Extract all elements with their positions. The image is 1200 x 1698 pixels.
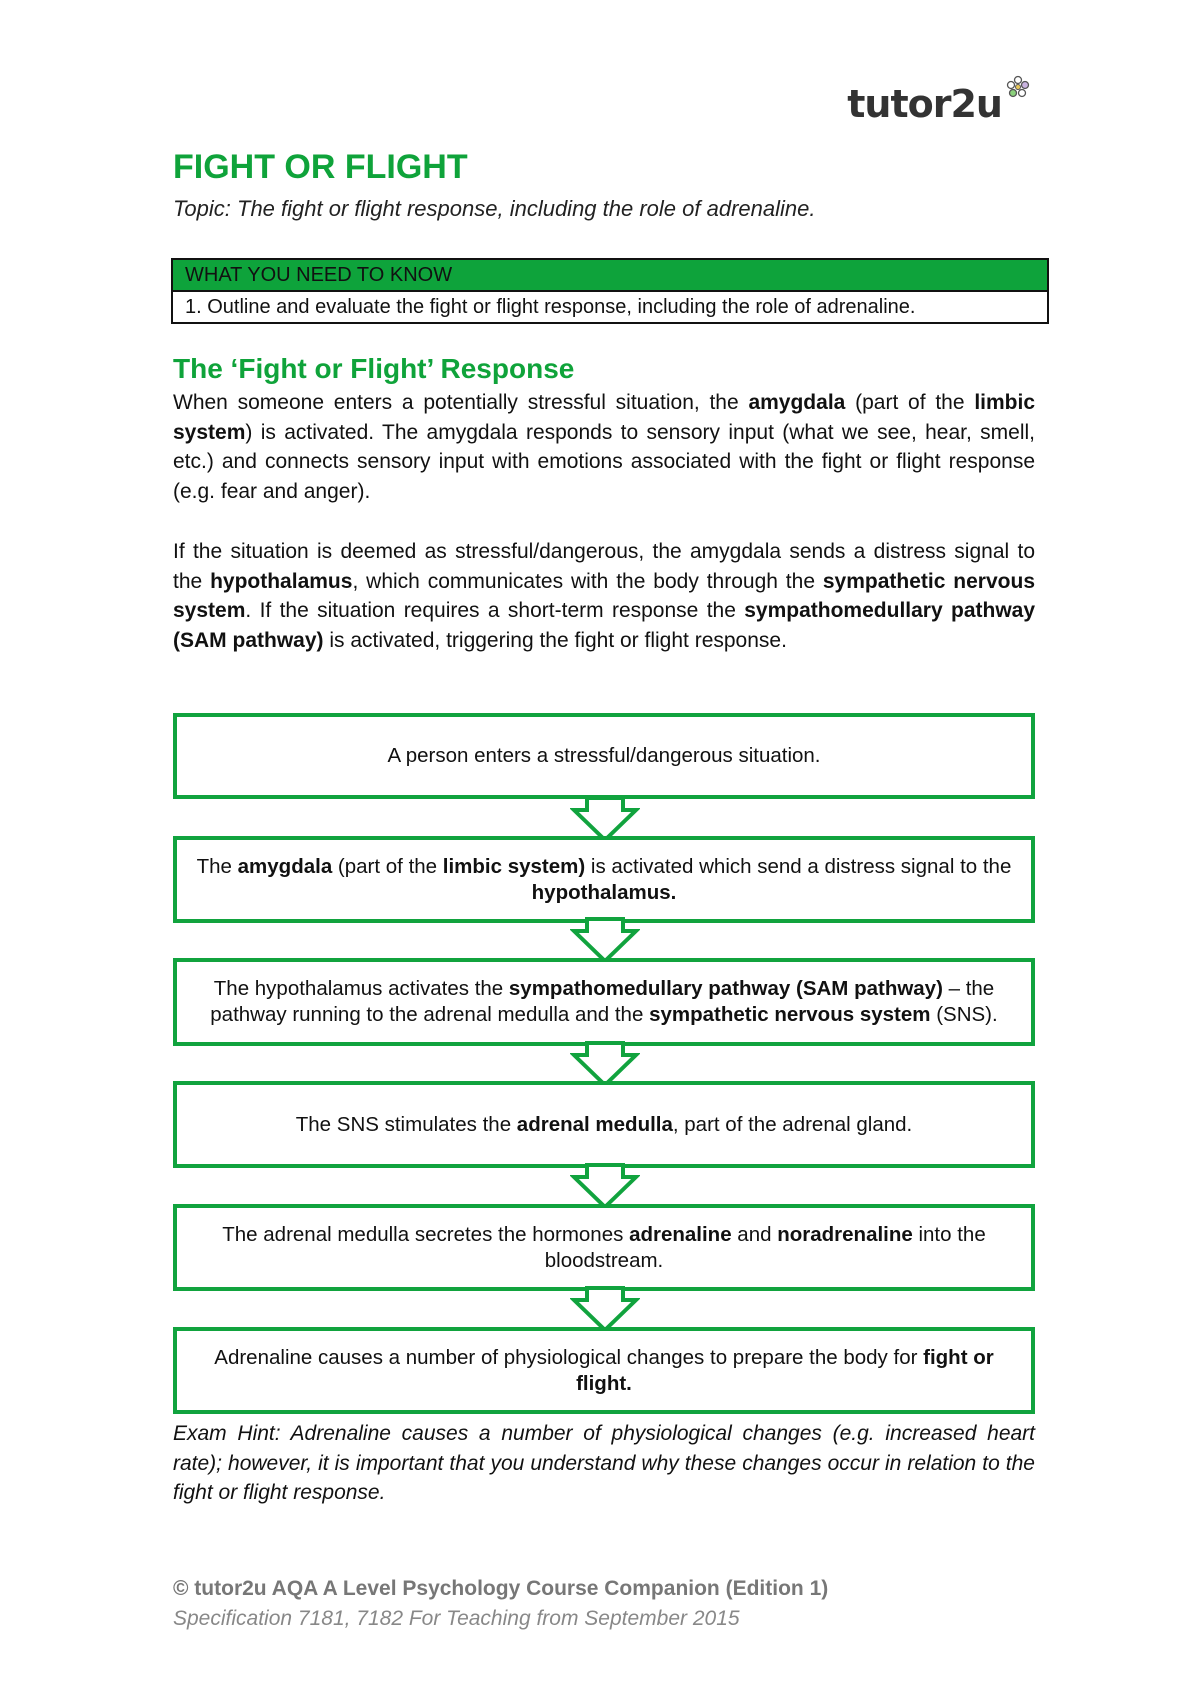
bold-term: sympathomedullary pathway (SAM pathway) [508, 977, 943, 1000]
bold-term: hypothalamus. [531, 880, 677, 904]
flow-step-3 [173, 958, 1035, 1046]
paragraph-amygdala [173, 388, 1035, 506]
text-run: – the pathway running to the adrenal medulla and the [210, 977, 995, 1026]
bold-term: sympathetic nervous system [649, 1003, 931, 1026]
text-run: is activated, triggering the fight or flight response. [323, 628, 787, 652]
bold-term: sympathomedullary pathway (SAM pathway) [173, 599, 1036, 652]
need-to-know-item: 1. Outline and evaluate the fight or flight response, including the role of adrenaline. [185, 296, 916, 318]
text-run: The adrenal medulla secretes the hormones [222, 1222, 630, 1246]
bold-term: adrenaline [629, 1222, 732, 1246]
flow-step-2 [173, 836, 1035, 923]
text-run: , part of the adrenal gland. [672, 1112, 913, 1136]
bold-term: fight or flight. [576, 1345, 994, 1395]
flower-icon [1004, 74, 1032, 102]
page-title: FIGHT OR FLIGHT [173, 148, 468, 186]
topic-line: Topic: The fight or flight response, including the role of adrenaline. [173, 196, 816, 221]
footer-specification: Specification 7181, 7182 For Teaching from September 2015 [173, 1607, 740, 1630]
down-arrow-icon [570, 917, 640, 963]
flow-step-1 [173, 713, 1035, 799]
bold-term: sympathetic nervous system [173, 569, 1035, 622]
need-to-know-heading: WHAT YOU NEED TO KNOW [173, 260, 1047, 292]
footer-copyright: © tutor2u AQA A Level Psychology Course Companion (Edition 1) [173, 1577, 829, 1600]
flow-step-6 [173, 1327, 1035, 1414]
flow-step-5 [173, 1204, 1035, 1291]
text-run: A person enters a stressful/dangerous situation. [387, 744, 821, 767]
text-run: If the situation is deemed as stressful/dangerous, the amygdala sends a distress signal to the [173, 540, 1035, 593]
text-run: (part of the [845, 391, 975, 414]
bold-term: amygdala [748, 391, 846, 414]
text-run: . If the situation requires a short-term response the [245, 599, 745, 622]
bold-term: limbic system [173, 391, 1035, 444]
text-run: The SNS stimulates the [295, 1112, 517, 1136]
bold-term: adrenal medulla [516, 1112, 673, 1136]
bold-term: amygdala [237, 854, 333, 878]
section-title: The ‘Fight or Flight’ Response [173, 353, 575, 384]
down-arrow-icon [570, 1163, 640, 1209]
text-run: and [731, 1222, 778, 1246]
tutor2u-logo [847, 82, 1032, 126]
text-run: Adrenaline causes a number of physiological changes to prepare the body for [214, 1345, 924, 1369]
text-run: The [196, 854, 238, 878]
exam-hint: Exam Hint: Adrenaline causes a number of physiological changes (e.g. increased heart rate); however, it is important that you understand why these changes occur in relation to the fight or flight response. [173, 1422, 1035, 1504]
bold-term: limbic system) [442, 854, 586, 878]
text-run: (SNS). [930, 1003, 998, 1026]
text-run: When someone enters a potentially stressful situation, the [173, 391, 749, 414]
text-run: into the bloodstream. [544, 1222, 986, 1272]
paragraph-hypothalamus [173, 537, 1035, 655]
text-run: , which communicates with the body through the [352, 569, 823, 593]
flow-step-4 [173, 1081, 1035, 1168]
text-run: The hypothalamus activates the [213, 977, 509, 1000]
down-arrow-icon [570, 1286, 640, 1332]
bold-term: hypothalamus [210, 569, 353, 593]
bold-term: noradrenaline [777, 1222, 913, 1246]
text-run: (part of the [332, 854, 443, 878]
text-run: is activated which send a distress signal to the [585, 854, 1012, 878]
need-to-know-box [171, 258, 1049, 324]
text-run: ) is activated. The amygdala responds to sensory input (what we see, hear, smell, etc.) and connects sensory input with emotions associated with the fight or flight response (e.g. fear and anger). [173, 420, 1035, 503]
logo-text: tutor2u [847, 82, 1002, 126]
